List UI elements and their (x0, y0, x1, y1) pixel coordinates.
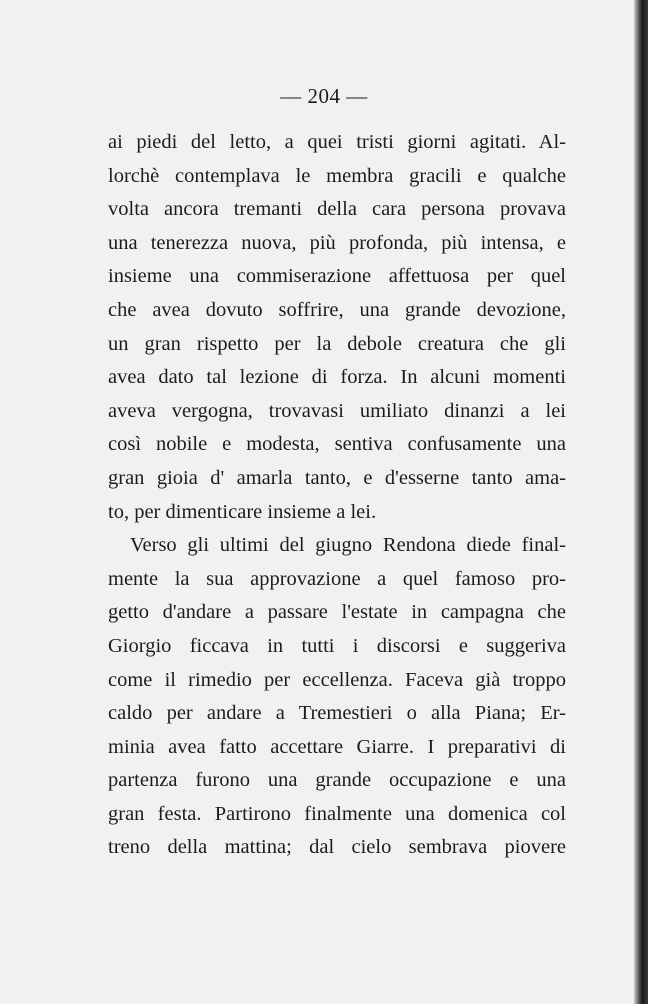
text-line: come il rimedio per eccellenza. Faceva già troppo (108, 668, 566, 691)
text-line: così nobile e modesta, sentiva confusamente una (108, 433, 566, 456)
text-line: mente la sua approvazione a quel famoso pro- (108, 567, 566, 590)
book-spine-shadow (634, 0, 648, 1004)
text-line: ai piedi del letto, a quei tristi giorni agitati. Al- (108, 131, 566, 153)
page-number-header: — 204 — (280, 84, 368, 108)
text-line: un gran rispetto per la debole creatura che gli (108, 332, 566, 355)
paragraph (108, 529, 566, 865)
text-line: che avea dovuto soffrire, una grande devozione, (108, 298, 566, 321)
text-line: Giorgio ficcava in tutti i discorsi e suggeriva (108, 634, 566, 657)
text-line: partenza furono una grande occupazione e una (108, 769, 566, 792)
body-text (108, 126, 566, 865)
text-line: getto d'andare a passare l'estate in campagna che (108, 601, 566, 624)
text-line: gran gioia d' amarla tanto, e d'esserne tanto ama- (108, 466, 566, 489)
text-line: avea dato tal lezione di forza. In alcuni momenti (108, 366, 566, 389)
text-line: caldo per andare a Tremestieri o alla Piana; Er- (108, 702, 566, 725)
text-line: volta ancora tremanti della cara persona provava (108, 198, 566, 221)
text-line: treno della mattina; dal cielo sembrava piovere (108, 836, 566, 859)
text-line: minia avea fatto accettare Giarre. I preparativi di (108, 735, 566, 758)
text-line: gran festa. Partirono finalmente una domenica col (108, 802, 566, 825)
text-line: insieme una commiserazione affettuosa per quel (108, 265, 566, 288)
text-line: to, per dimenticare insieme a lei. (108, 500, 377, 523)
text-line: lorchè contemplava le membra gracili e qualche (108, 164, 566, 187)
text-line: una tenerezza nuova, più profonda, più intensa, e (108, 231, 566, 254)
text-line: aveva vergogna, trovavasi umiliato dinanzi a lei (108, 399, 566, 422)
paragraph (108, 126, 566, 529)
text-line: Verso gli ultimi del giugno Rendona diede final- (130, 534, 566, 557)
